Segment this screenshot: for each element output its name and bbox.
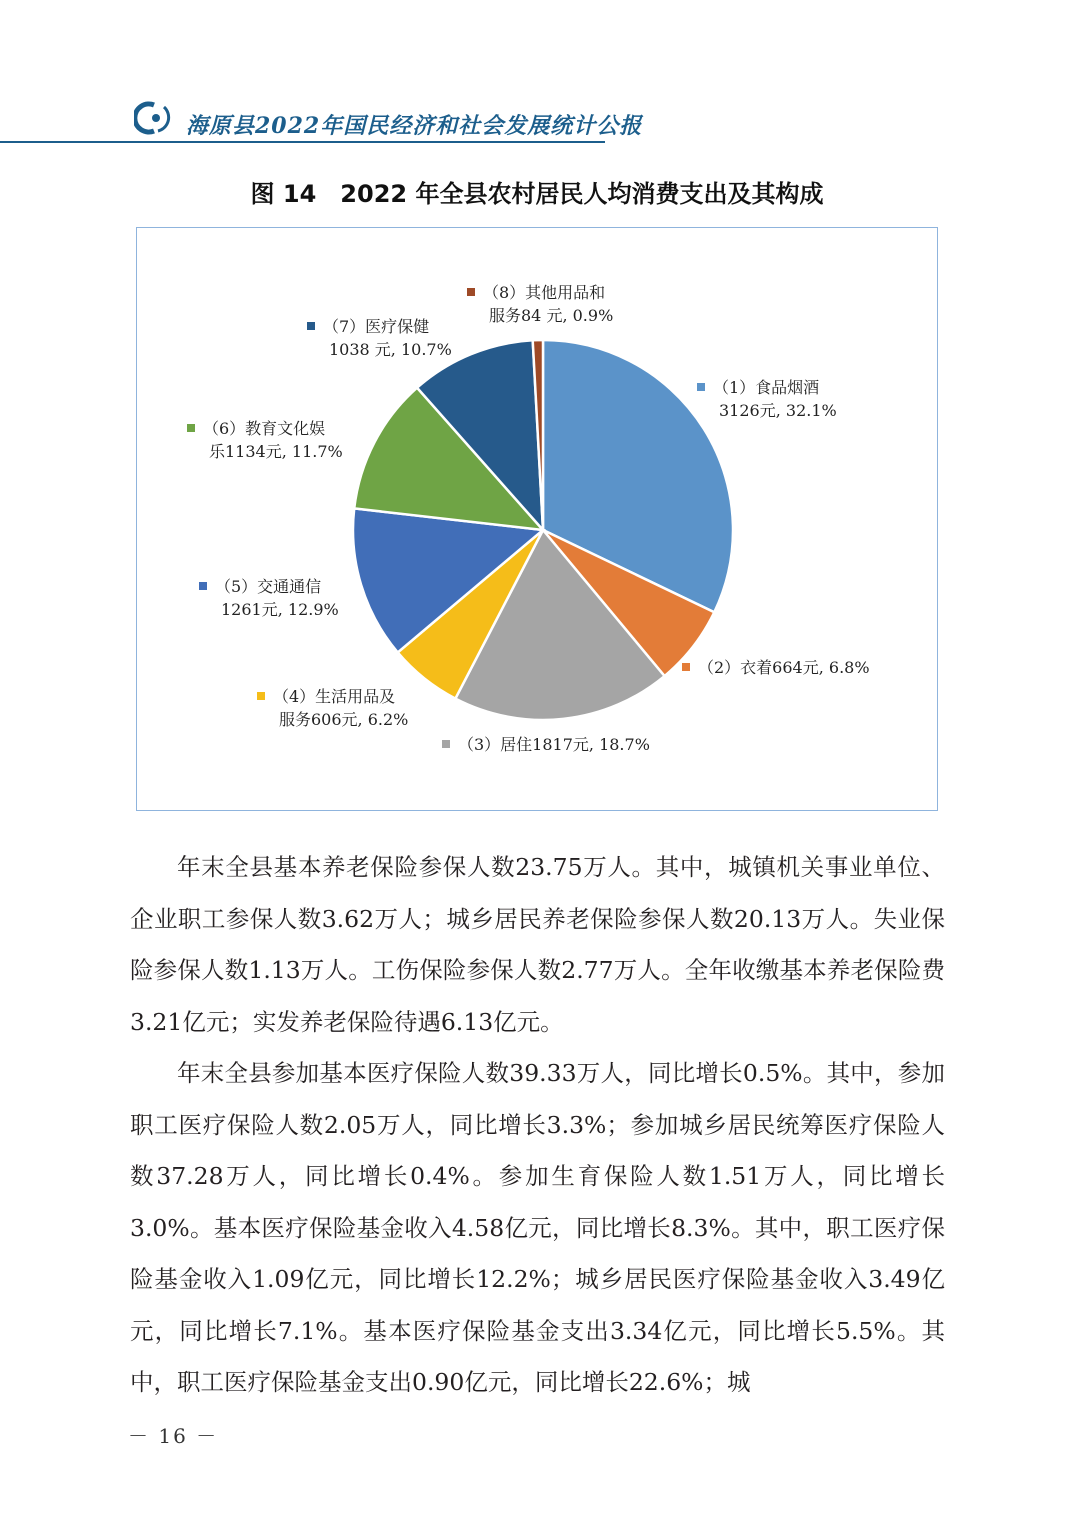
- pie-chart-frame: [136, 227, 938, 811]
- legend-swatch-2: [682, 663, 690, 671]
- label-slice-5: [199, 575, 339, 621]
- label-slice-7: [307, 315, 452, 361]
- page-number: － 16 －: [128, 1424, 219, 1448]
- legend-swatch-4: [257, 692, 265, 700]
- label-slice-3: [442, 733, 650, 756]
- label-slice-6: [187, 417, 343, 463]
- header-title: 海原县2022年国民经济和社会发展统计公报: [186, 113, 643, 139]
- legend-swatch-8: [467, 288, 475, 296]
- label-slice-6-line1: （6）教育文化娱: [203, 419, 326, 438]
- label-slice-7-line1: （7）医疗保健: [323, 317, 430, 336]
- label-slice-4-line2: 服务606元, 6.2%: [279, 710, 409, 729]
- legend-swatch-5: [199, 582, 207, 590]
- label-slice-3-line1: （3）居住1817元, 18.7%: [458, 735, 650, 754]
- paragraph-pension: 年末全县基本养老保险参保人数23.75万人。其中，城镇机关事业单位、企业职工参保人数3.62万人；城乡居民养老保险参保人数20.13万人。失业保险参保人数1.13万人。工伤保险参保人数2.77万人。全年收缴基本养老保险费3.21亿元；实发养老保险待遇6.13亿元。: [130, 853, 945, 1036]
- bulletin-logo-icon: [134, 101, 176, 135]
- legend-swatch-3: [442, 740, 450, 748]
- label-slice-6-line2: 乐1134元, 11.7%: [209, 442, 343, 461]
- label-slice-1: [697, 376, 837, 422]
- body-text: [130, 842, 945, 1409]
- legend-swatch-6: [187, 424, 195, 432]
- label-slice-5-line1: （5）交通通信: [215, 577, 322, 596]
- label-slice-4-line1: （4）生活用品及: [273, 687, 396, 706]
- label-slice-5-line2: 1261元, 12.9%: [221, 600, 339, 619]
- paragraph-medical-insurance: 年末全县参加基本医疗保险人数39.33万人，同比增长0.5%。其中，参加职工医疗保险人数2.05万人，同比增长3.3%；参加城乡居民统筹医疗保险人数37.28万人，同比增长0.4%。参加生育保险人数1.51万人，同比增长3.0%。基本医疗保险基金收入4.58亿元，同比增长8.3%。其中，职工医疗保险基金收入1.09亿元，同比增长12.2%；城乡居民医疗保险基金收入3.49亿元，同比增长7.1%。基本医疗保险基金支出3.34亿元，同比增长5.5%。其中，职工医疗保险基金支出0.90亿元，同比增长22.6%；城: [130, 1059, 945, 1396]
- page-header: [0, 95, 643, 145]
- label-slice-7-line2: 1038 元, 10.7%: [329, 340, 452, 359]
- header-divider: [0, 141, 605, 143]
- label-slice-2-line1: （2）衣着664元, 6.8%: [698, 658, 870, 677]
- label-slice-8-line2: 服务84 元, 0.9%: [489, 306, 614, 325]
- label-slice-4: [257, 685, 408, 731]
- label-slice-1-line2: 3126元, 32.1%: [719, 401, 837, 420]
- label-slice-8: [467, 281, 613, 327]
- label-slice-1-line1: （1）食品烟酒: [713, 378, 820, 397]
- label-slice-2: [682, 656, 870, 679]
- figure-title: 图 14 2022 年全县农村居民人均消费支出及其构成: [250, 180, 824, 208]
- legend-swatch-7: [307, 322, 315, 330]
- legend-swatch-1: [697, 383, 705, 391]
- label-slice-8-line1: （8）其他用品和: [483, 283, 606, 302]
